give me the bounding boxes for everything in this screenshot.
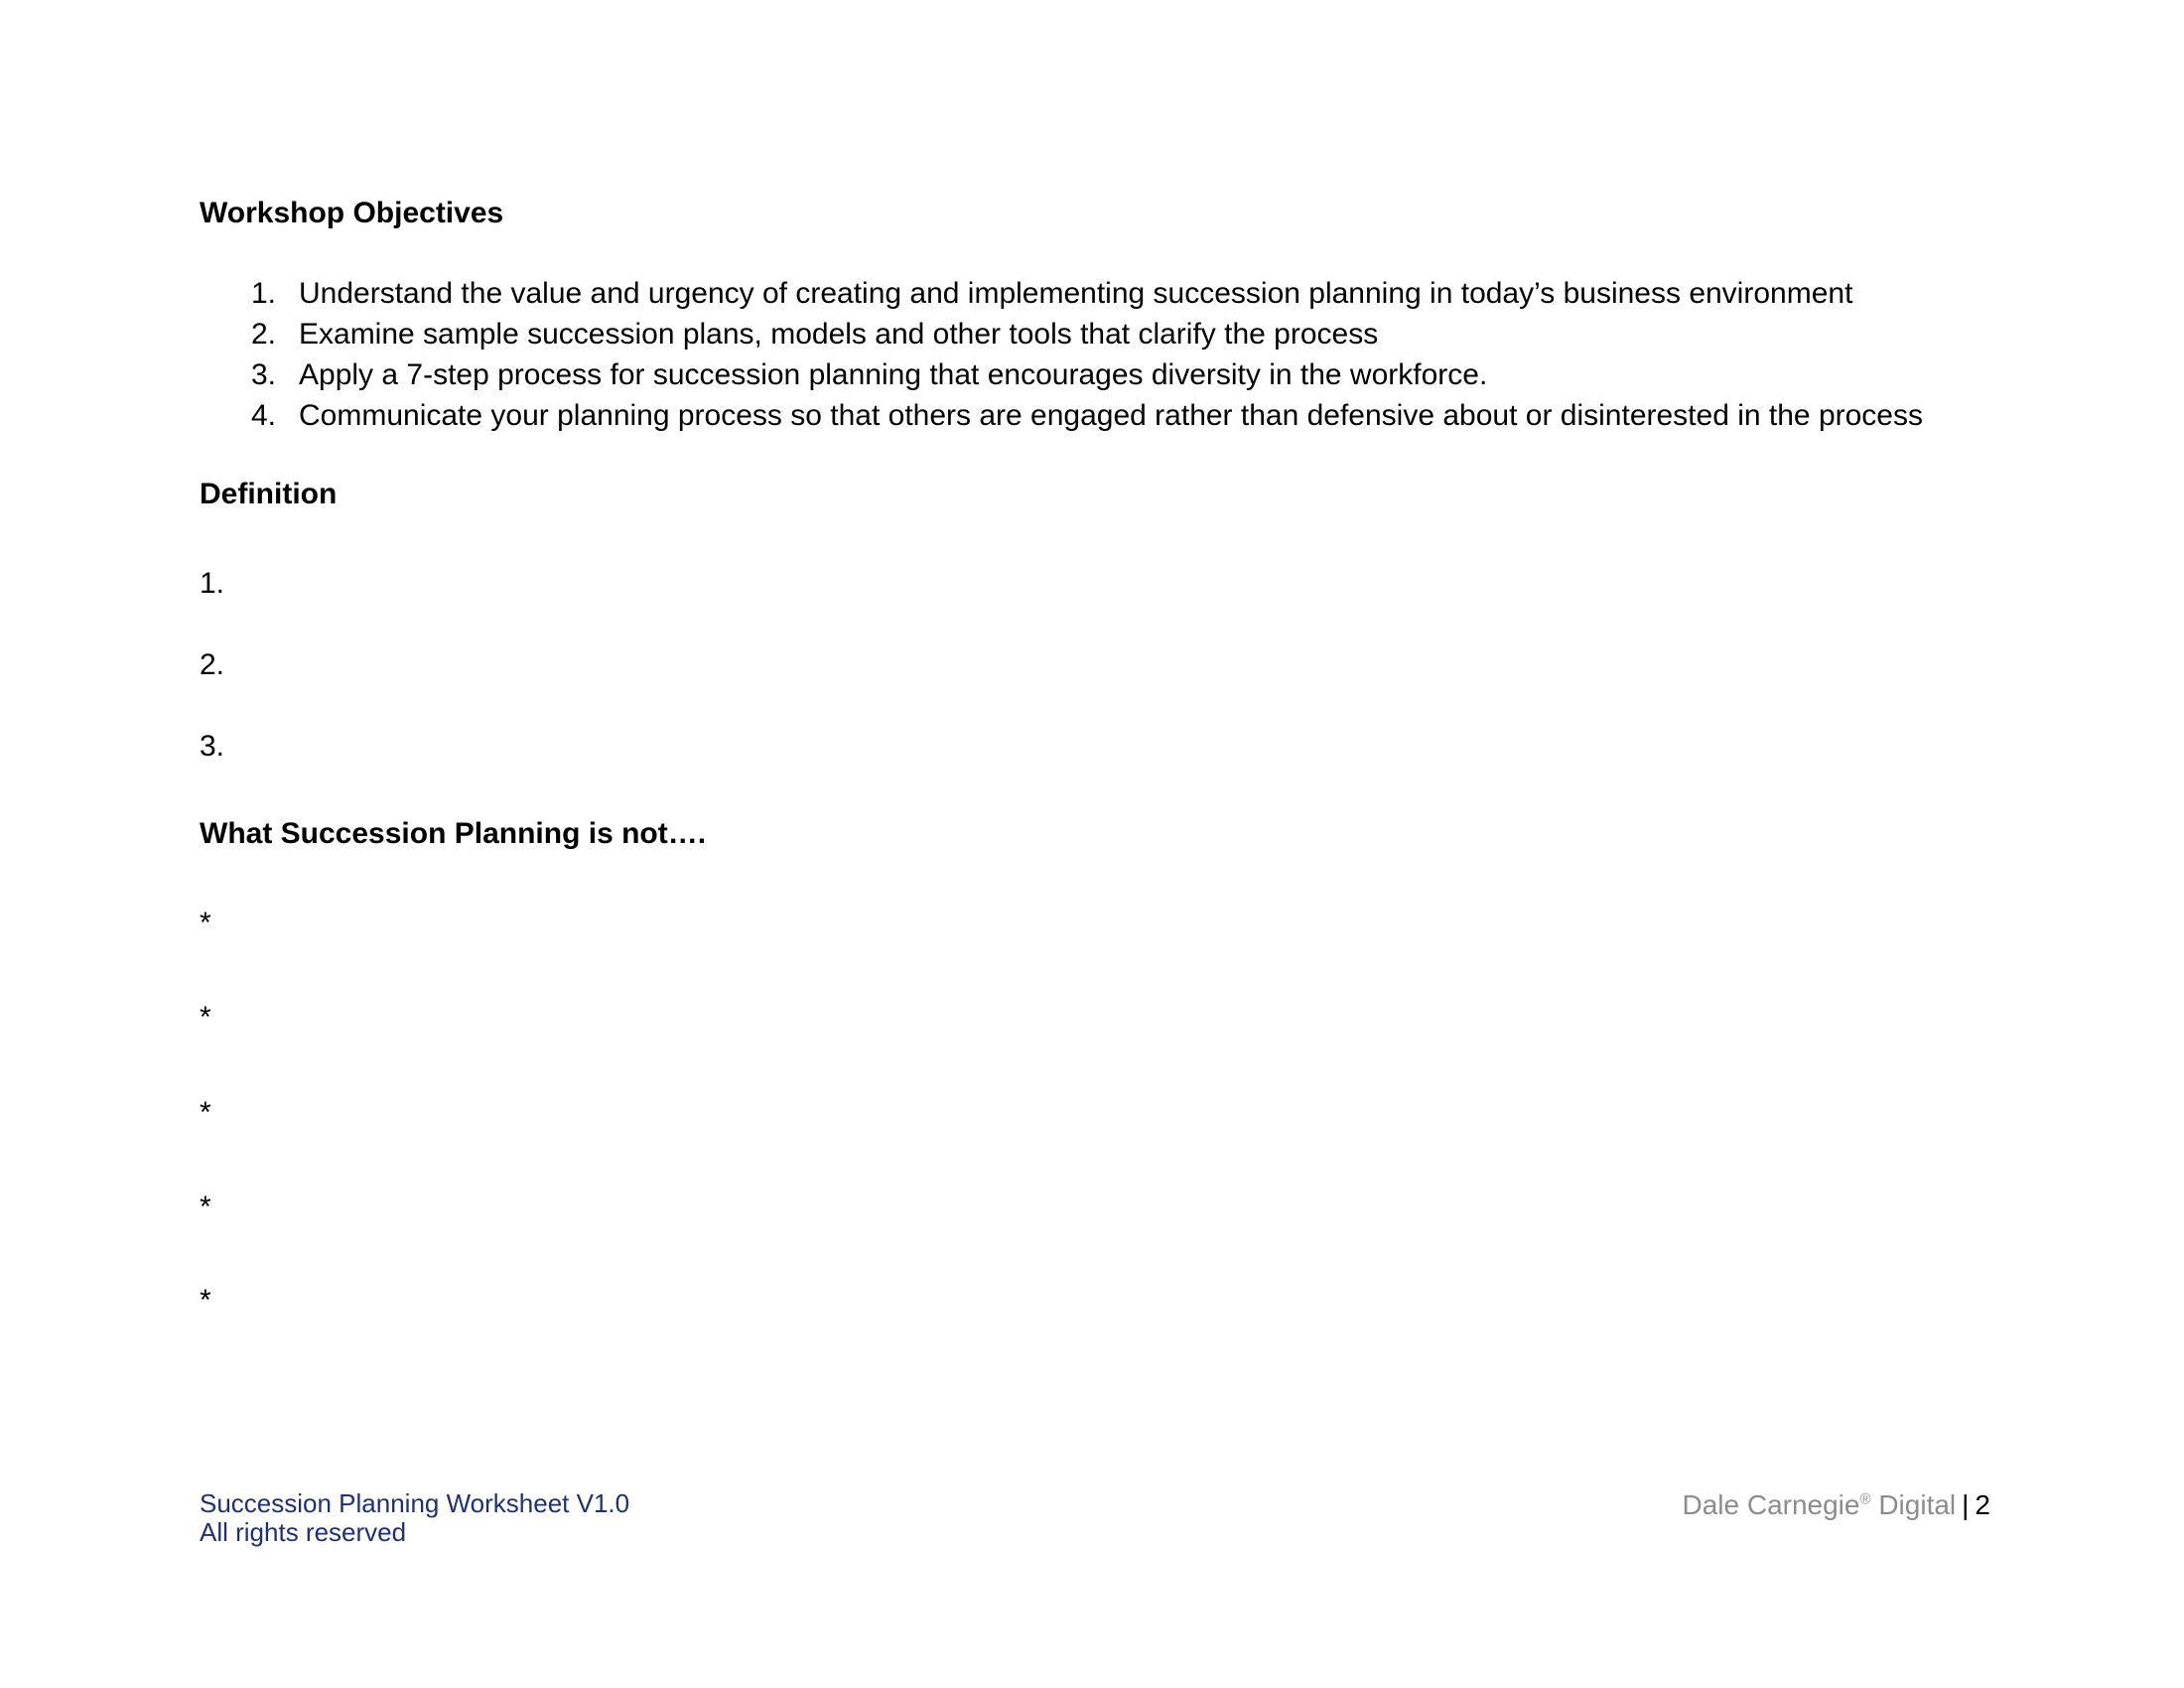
footer-doc-title: Succession Planning Worksheet V1.0	[200, 1488, 630, 1518]
footer-left	[200, 1489, 629, 1547]
not-bullet-2: *	[200, 1001, 211, 1034]
workshop-objectives-heading: Workshop Objectives	[200, 197, 504, 229]
page-number: 2	[1975, 1489, 1990, 1520]
definition-item-3: 3.	[200, 730, 225, 763]
not-bullet-3: *	[200, 1096, 211, 1129]
item-number: 4.	[251, 399, 277, 432]
footer-brand	[1682, 1489, 1956, 1520]
list-item	[200, 273, 1923, 314]
objectives-list	[200, 273, 1923, 436]
list-item	[200, 314, 1923, 354]
footer-separator: |	[1962, 1489, 1970, 1520]
item-number: 3.	[251, 358, 277, 391]
list-item	[200, 354, 1923, 395]
not-bullet-1: *	[200, 907, 211, 939]
item-text: Communicate your planning process so that others are engaged rather than defensive about or disinterested in the process	[299, 399, 1923, 432]
item-text: Examine sample succession plans, models and other tools that clarify the process	[299, 318, 1379, 351]
registered-mark: ®	[1859, 1490, 1871, 1508]
not-bullet-4: *	[200, 1191, 211, 1223]
definition-heading: Definition	[200, 478, 338, 510]
item-text: Understand the value and urgency of creating and implementing succession planning in today’s business environment	[299, 277, 1853, 310]
definition-item-2: 2.	[200, 648, 225, 681]
list-item	[200, 395, 1923, 436]
not-bullet-5: *	[200, 1284, 211, 1317]
item-text: Apply a 7-step process for succession planning that encourages diversity in the workforce.	[299, 358, 1488, 391]
brand-name: Dale Carnegie	[1682, 1489, 1860, 1520]
footer-rights: All rights reserved	[200, 1517, 407, 1547]
brand-suffix: Digital	[1878, 1489, 1957, 1520]
item-number: 1.	[251, 277, 277, 310]
item-number: 2.	[251, 318, 277, 351]
definition-item-1: 1.	[200, 567, 225, 600]
not-section-heading: What Succession Planning is not….	[200, 817, 707, 850]
footer-right	[1682, 1489, 1990, 1521]
